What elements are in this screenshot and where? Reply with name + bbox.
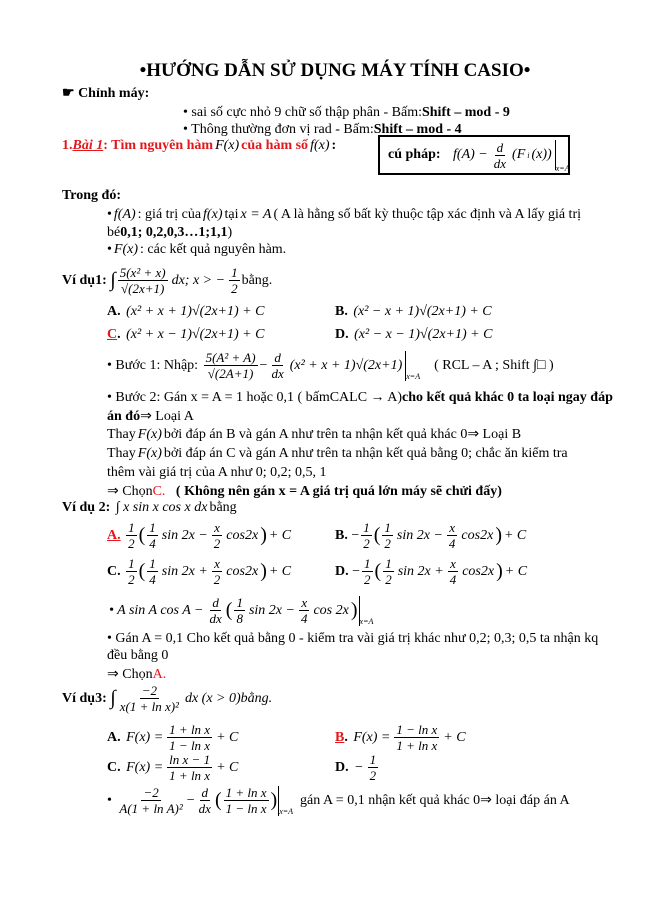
t: Thay [107, 446, 136, 461]
vd1-option-d [335, 327, 494, 343]
paren: ( [214, 789, 222, 811]
fraction [126, 556, 137, 587]
fraction [118, 683, 181, 714]
t: bé [107, 225, 121, 240]
sub: i [527, 150, 530, 160]
n: 1 [363, 520, 370, 535]
t: • [107, 242, 112, 257]
d: dx [209, 611, 222, 626]
eval-at: x=A [359, 617, 374, 626]
t: bởi đáp án B và gán A như trên ta nhận kết quả khác 0⇒ Loại B [163, 427, 522, 442]
syntax-label: cú pháp: [388, 147, 441, 162]
t: ( A là hằng số bất kỳ thuộc tập xác định và A lấy giá trị [273, 207, 582, 222]
vd1-option-c: C . (x² + x − 1)√(2x+1) + C [107, 327, 265, 342]
letter: C [107, 327, 118, 342]
m: f(x) [203, 207, 223, 222]
vd1-step2 [107, 390, 613, 406]
math: f(x) [310, 138, 330, 153]
m: + C [503, 527, 527, 543]
vd1-option-b [335, 304, 494, 320]
m: dx; x > − [171, 272, 226, 288]
n: x [301, 595, 308, 610]
t: • [107, 207, 112, 222]
m: ∫ x sin x cos x dx [115, 500, 208, 515]
paren: ) [495, 524, 502, 546]
d: 1 + ln x [169, 768, 211, 783]
math: (x)) [531, 147, 552, 162]
m: F(x) = [126, 759, 164, 775]
t: • Bước 1: Nhập: [107, 357, 199, 373]
vd1-conclusion [107, 483, 502, 500]
n: 1 [369, 752, 377, 767]
m: + C [216, 729, 239, 745]
paren: ) [496, 560, 503, 582]
m: (x² + x + 1)√(2x+1) [289, 357, 403, 373]
m: − [186, 792, 195, 808]
d: 2 [369, 768, 377, 783]
d: 4 [300, 611, 308, 626]
d: 4 [149, 572, 156, 587]
label: Ví dụ 2: [62, 500, 111, 515]
d: A(1 + ln A)² [119, 801, 183, 816]
t: ⇒ Chọn [107, 667, 153, 682]
n: −2 [143, 785, 159, 800]
n: x [450, 556, 456, 571]
fraction [126, 520, 137, 551]
label: Ví dụ3: [62, 690, 107, 706]
n: 5(x² + x) [119, 265, 166, 280]
d: 2 [384, 536, 391, 551]
bai1-heading [62, 138, 336, 154]
fraction [117, 785, 184, 816]
m: F(x) = [126, 729, 164, 745]
page-title: •HƯỚNG DẪN SỬ DỤNG MÁY TÍNH CASIO• [139, 60, 531, 81]
m: F(x) [137, 426, 162, 442]
d: 1 + ln x [396, 738, 438, 753]
t: tại [224, 207, 239, 222]
vd3-question [62, 683, 274, 714]
fraction [299, 595, 310, 626]
vd1-thay-c [107, 446, 568, 462]
t: án đó [107, 408, 141, 424]
fraction [361, 520, 372, 551]
m: x = A [240, 207, 272, 222]
num: 1. [62, 138, 73, 153]
t: ⇒ Chọn [107, 484, 153, 499]
syntax-box [378, 135, 570, 175]
m: sin 2x + [161, 563, 208, 579]
n: 1 + ln x [169, 722, 211, 737]
note: ( Không nên gán x = A giá trị quá lớn máy sẽ chửi đấy) [175, 483, 502, 499]
expr: (x² − x + 1)√(2x+1) + C [353, 304, 492, 319]
bullet: • [107, 792, 116, 808]
m: sin 2x − [161, 527, 208, 543]
fraction [229, 265, 240, 296]
fraction [212, 520, 223, 551]
vd2-bullet [107, 595, 373, 626]
t: cho kết quả khác 0 ta loại ngay đáp [402, 390, 613, 405]
n: 1 [231, 265, 238, 280]
vd2-gan-cont: đều bằng 0 [107, 648, 169, 663]
paren: ) [270, 789, 278, 811]
fraction [167, 752, 212, 783]
t: ) [227, 225, 233, 240]
m: F(x) [137, 446, 162, 461]
m: dx (x > 0)bằng. [184, 690, 273, 706]
d: 2 [364, 572, 371, 587]
d: 4 [149, 536, 156, 551]
letter: B [335, 729, 345, 745]
m: + C [443, 729, 466, 745]
fraction [448, 556, 459, 587]
t: bằng. [241, 272, 273, 288]
letter: D. [335, 327, 349, 342]
fraction [447, 520, 458, 551]
text: • sai số cực nhỏ 9 chữ số thập phân - Bấm: [183, 105, 422, 120]
t: bằng [209, 500, 237, 515]
t: bởi đáp án C và gán A như trên ta nhận kết quả bằng 0; chắc ăn kiểm tra [163, 446, 568, 461]
n: 1 [384, 520, 391, 535]
n: 1 [236, 595, 243, 610]
m: F(x) = [353, 729, 391, 745]
letter: D. [335, 759, 349, 775]
derivative [269, 350, 285, 381]
letter: A. [107, 304, 121, 319]
d: dx [198, 801, 211, 816]
m: − [354, 759, 364, 775]
m: cos2x [461, 527, 494, 543]
n: 1 [149, 556, 156, 571]
expr: (x² − x − 1)√(2x+1) + C [354, 327, 493, 342]
paren: ( [373, 524, 381, 546]
eval-at: x=A [406, 372, 421, 381]
m: sin 2x − [248, 602, 295, 618]
n: 1 + ln x [225, 785, 267, 800]
paren: ( [374, 560, 382, 582]
label: Ví dụ1: [62, 272, 107, 288]
m: • A sin A cos A − [109, 602, 204, 618]
letter: B. [335, 527, 348, 543]
letter: A. [107, 527, 121, 543]
keys: ( RCL – A ; Shift ∫□ ) [434, 357, 554, 373]
t: ⇒ Loại A [140, 409, 194, 424]
vd2-gan: • Gán A = 0,1 Cho kết quả bằng 0 - kiểm tra vài giá trị khác như 0,2; 0,3; 0,5 ta nhận kq [107, 631, 599, 646]
d: 4 [449, 572, 457, 587]
vd1-option-a [107, 304, 266, 320]
d: x(1 + ln x)² [119, 699, 179, 714]
vd1-them: thêm vài giá trị của A như 0; 0,2; 0,5, 1 [107, 465, 327, 480]
d: √(2A+1) [207, 366, 254, 381]
vd2-conclusion [107, 666, 166, 683]
def-line-3 [107, 242, 286, 258]
d: √(2x+1) [120, 281, 165, 296]
letter: C. [107, 759, 121, 775]
t: : các kết quả nguyên hàm. [140, 242, 287, 257]
derivative [197, 785, 213, 816]
n: d [201, 785, 209, 800]
d: 2 [231, 281, 238, 296]
m: + C [504, 563, 528, 579]
n: d [496, 139, 504, 155]
vd1-step1 [107, 350, 554, 381]
vd3-option [107, 752, 240, 783]
vd3-option [335, 752, 384, 783]
d: 1 − ln x [169, 738, 211, 753]
t: gán A = 0,1 nhận kết quả khác 0⇒ loại đáp án A [300, 793, 570, 808]
fraction [204, 350, 258, 381]
t: Thay [107, 426, 136, 442]
m: + C [268, 527, 292, 543]
m: sin 2x − [396, 527, 443, 543]
d: dx [271, 366, 284, 381]
eval-at: x=A [279, 807, 294, 816]
expr: (x² + x + 1)√(2x+1) + C [126, 304, 265, 319]
math: f(A) − [453, 147, 488, 162]
vd1-question [62, 265, 272, 296]
d: 2 [128, 572, 135, 587]
letter: D. [335, 563, 349, 579]
def-line-1 [107, 207, 581, 223]
n: x [214, 520, 220, 535]
integral: ∫ [110, 269, 116, 291]
vd2-question [62, 500, 237, 516]
keys: Shift – mod - 4 [373, 122, 462, 137]
letter: C. [107, 563, 121, 579]
d: dx [493, 155, 507, 171]
trong-do-heading: Trong đó: [62, 188, 121, 203]
n: x [449, 520, 456, 535]
t: 0,1; 0,2,0,3…1;1,1 [120, 225, 228, 240]
paren: ) [350, 599, 358, 621]
d: 1 − ln x [225, 801, 267, 816]
letter: B. [335, 304, 348, 319]
d: 8 [236, 611, 243, 626]
fraction [382, 520, 393, 551]
n: 5(A² + A) [205, 350, 256, 365]
d: 2 [213, 536, 221, 551]
fraction [118, 265, 168, 296]
n: ln x − 1 [169, 752, 211, 767]
d: 4 [448, 536, 456, 551]
n: x [214, 556, 220, 571]
m: sin 2x + [397, 563, 444, 579]
fraction [362, 556, 373, 587]
d: 2 [363, 536, 370, 551]
d: 2 [385, 572, 392, 587]
fraction [167, 722, 212, 753]
t2: của hàm số [241, 138, 309, 153]
setup-bullet-1 [183, 105, 510, 121]
m: − [259, 357, 268, 373]
paren: ) [260, 560, 267, 582]
fraction [212, 556, 223, 587]
n: 1 [364, 556, 371, 571]
m: cos2x [462, 563, 495, 579]
n: 1 [385, 556, 392, 571]
sign: − [352, 563, 361, 579]
vd3-bullet [107, 785, 570, 816]
derivative [208, 595, 224, 626]
m: + C [268, 563, 292, 579]
vd1-step2-cont [107, 408, 194, 425]
n: −2 [141, 683, 157, 698]
t1: : Tìm nguyên hàm [103, 138, 214, 153]
m: cos2x [226, 527, 259, 543]
letter: A. [107, 729, 121, 745]
vd2-option [335, 520, 528, 551]
fraction [383, 556, 394, 587]
vd2-option [107, 556, 293, 587]
n: d [274, 350, 281, 365]
vd3-option [107, 722, 240, 753]
m: f(A) [113, 207, 136, 222]
d: 2 [213, 572, 221, 587]
paren: ( [138, 560, 146, 582]
fraction [368, 752, 379, 783]
n: 1 [128, 556, 135, 571]
m: cos2x [226, 563, 259, 579]
sign: − [351, 527, 360, 543]
keys: Shift – mod - 9 [421, 105, 510, 120]
def-line-2 [107, 225, 232, 241]
fraction [394, 722, 439, 753]
fraction [147, 556, 158, 587]
vd2-option [335, 556, 529, 587]
label: Bài 1 [72, 138, 104, 153]
vd1-thay-b [107, 426, 521, 443]
fraction [147, 520, 158, 551]
paren: ( [225, 599, 233, 621]
fraction [224, 785, 269, 816]
m: + C [216, 759, 239, 775]
setup-heading-text: Chỉnh máy: [78, 85, 150, 101]
integral: ∫ [110, 687, 116, 709]
expr: (x² + x − 1)√(2x+1) + C [126, 327, 265, 342]
derivative [492, 140, 508, 171]
n: 1 [128, 520, 135, 535]
vd2-option [107, 520, 293, 551]
fraction [234, 595, 245, 626]
paren: ( [138, 524, 146, 546]
answer: A. [152, 666, 167, 682]
t: • Bước 2: Gán x = A = 1 hoặc 0,1 ( bấmCALC → A) [107, 390, 403, 405]
n: 1 [149, 520, 156, 535]
m: cos 2x [313, 602, 349, 618]
t: : giá trị của [137, 207, 202, 222]
hand-pointer-icon: ☛ [62, 86, 79, 101]
n: d [212, 595, 219, 610]
math: (F [512, 147, 526, 162]
setup-heading [62, 85, 149, 102]
m: F(x) [113, 242, 138, 257]
d: 2 [128, 536, 135, 551]
eval-at: x=A [555, 164, 570, 173]
vd3-option: B . F(x) = $\frac{\text{1 − ln x}}{\text{1 + ln x}}$ + C [335, 722, 466, 753]
answer: C. [152, 483, 166, 499]
n: 1 − ln x [396, 722, 438, 737]
math: F(x) [215, 138, 240, 153]
colon: : [331, 138, 337, 153]
paren: ) [260, 524, 267, 546]
text: • Thông thường đơn vị rad - Bấm: [183, 122, 374, 137]
